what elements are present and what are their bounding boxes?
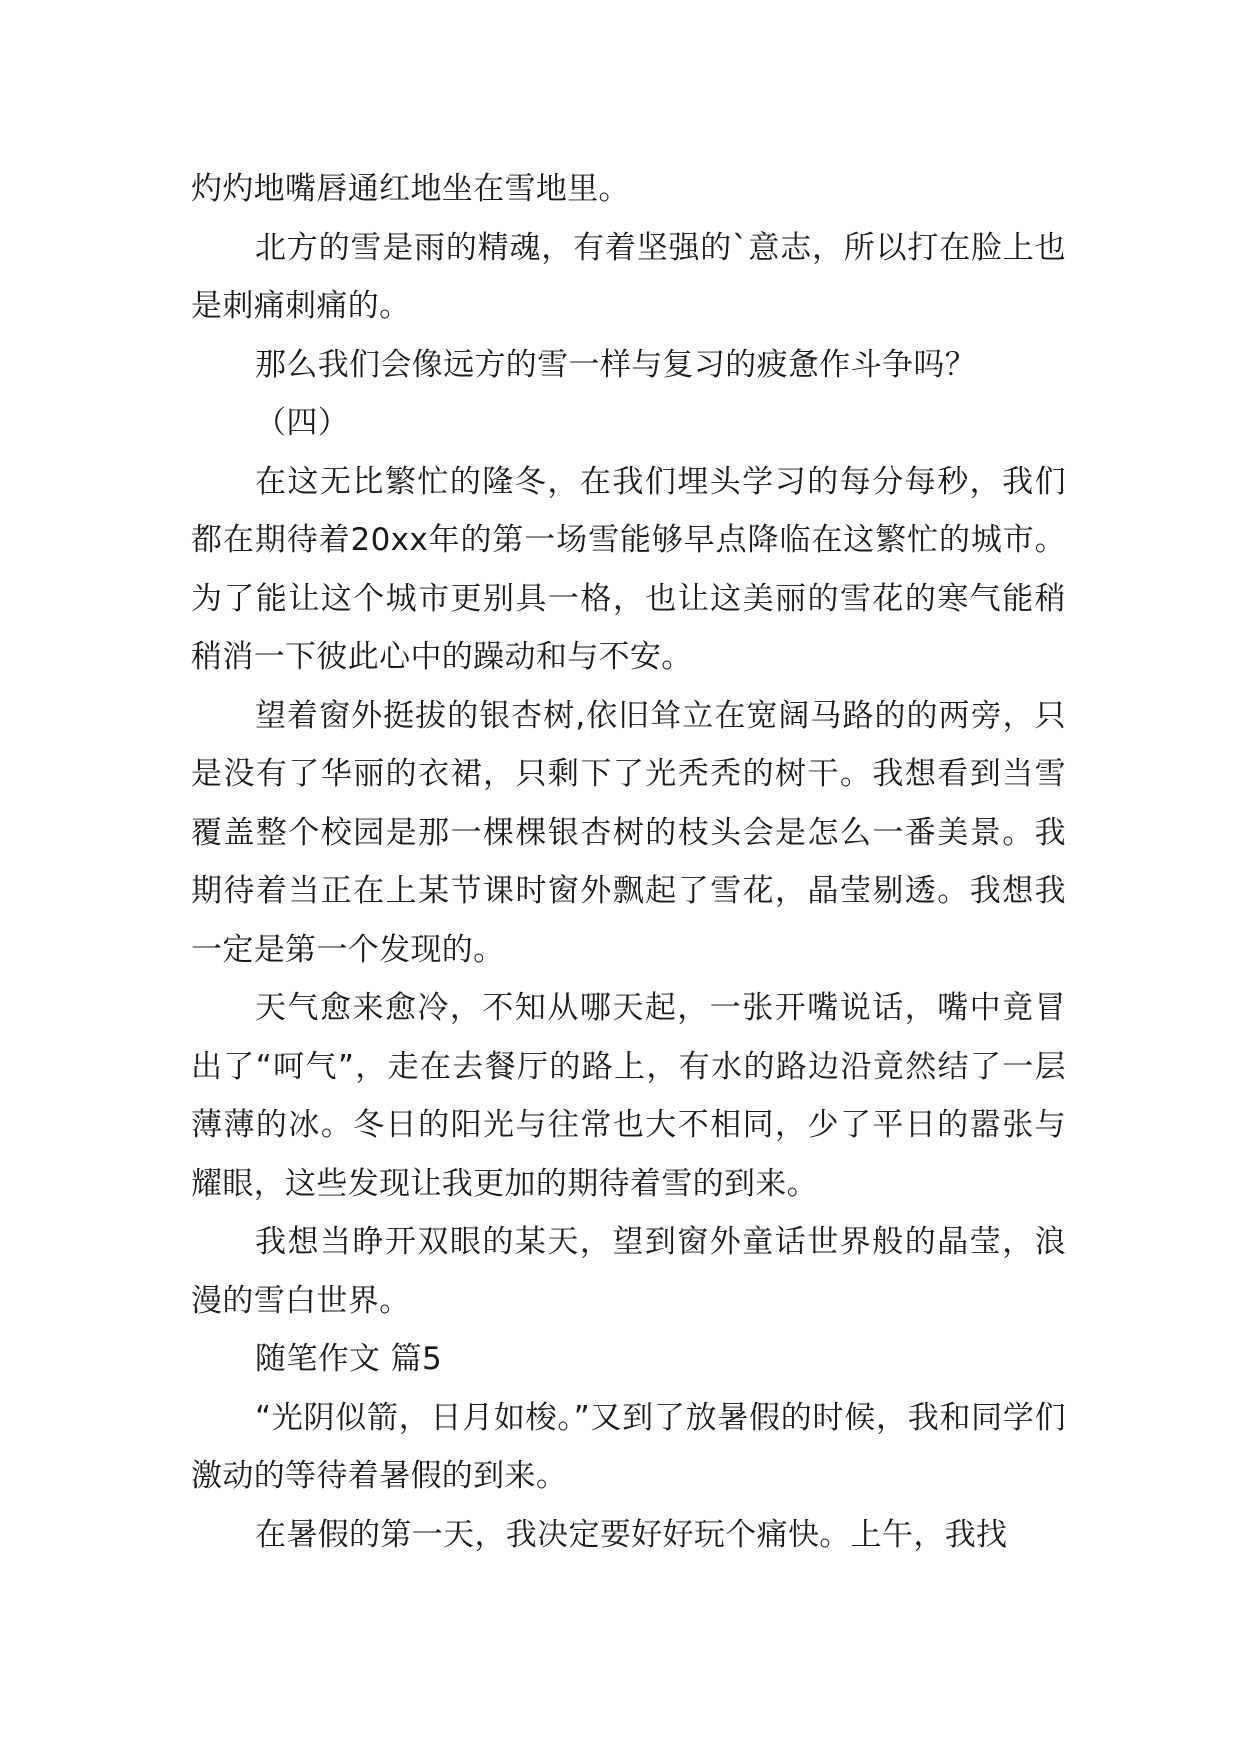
paragraph-5: 在这无比繁忙的隆冬，在我们埋头学习的每分每秒，我们都在期待着20xx年的第一场雪能够早点降临在这繁忙的城市。为了能让这个城市更别具一格，也让这美丽的雪花的寒气能稍稍消一下彼此心中的躁动和与不安。 (191, 463, 1066, 675)
paragraph-7: 天气愈来愈冷，不知从哪天起，一张开嘴说话，嘴中竟冒出了“呵气”，走在去餐厅的路上，有水的路边沿竟然结了一层薄薄的冰。冬日的阳光与往常也大不相同，少了平日的嚣张与耀眼，这些发现让我更加的期待着雪的到来。 (191, 990, 1066, 1202)
section-heading-four: （四） (255, 405, 350, 441)
paragraph-6: 望着窗外挺拔的银杏树,依旧耸立在宽阔马路的的两旁，只是没有了华丽的衣裙，只剩下了光秃秃的树干。我想看到当雪覆盖整个校园是那一棵棵银杏树的枝头会是怎么一番美景。我期待着当正在上某节课时窗外飘起了雪花，晶莹剔透。我想我一定是第一个发现的。 (191, 697, 1066, 968)
essay-title: 随笔作文 篇5 (255, 1341, 443, 1377)
paragraph-3: 那么我们会像远方的雪一样与复习的疲惫作斗争吗？ (255, 346, 977, 383)
document-body (191, 160, 1066, 1564)
paragraph-1: 灼灼地嘴唇通红地坐在雪地里。 (191, 171, 630, 207)
paragraph-8: 我想当睁开双眼的某天，望到窗外童话世界般的晶莹，浪漫的雪白世界。 (191, 1224, 1066, 1319)
paragraph-11: 在暑假的第一天，我决定要好好玩个痛快。上午，我找 (255, 1516, 1008, 1553)
paragraph-10: “光阴似箭，日月如梭。”又到了放暑假的时候，我和同学们激动的等待着暑假的到来。 (191, 1399, 1066, 1494)
paragraph-2: 北方的雪是雨的精魂，有着坚强的`意志，所以打在脸上也是刺痛刺痛的。 (191, 229, 1066, 324)
